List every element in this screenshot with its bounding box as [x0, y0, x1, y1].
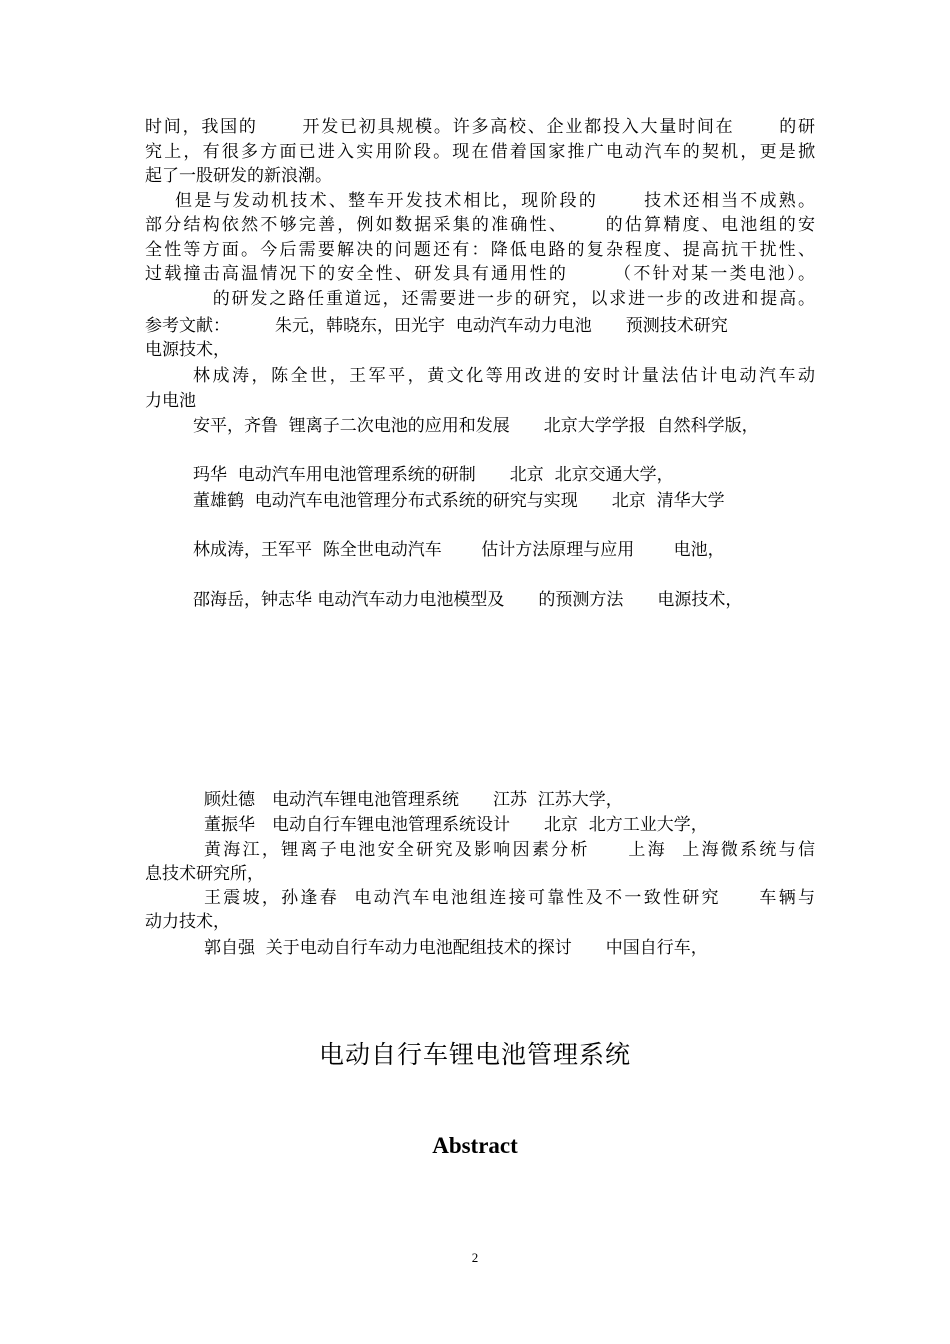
reference-6: 林成涛，王军平 陈全世电动汽车 估计方法原理与应用 电池，: [193, 540, 725, 560]
body-line-1: 时间，我国的 开发已初具规模。许多高校、企业都投入大量时间在 的研: [145, 117, 815, 137]
reference-4: 玛华 电动汽车用电池管理系统的研制 北京 北京交通大学，: [193, 465, 674, 485]
reference-3: 安平，齐鲁 锂离子二次电池的应用和发展 北京大学学报 自然科学版，: [193, 416, 759, 436]
body-line-2: 究上，有很多方面已进入实用阶段。现在借着国家推广电动汽车的契机，更是掀: [145, 142, 815, 162]
reference-1-line-2: 电源技术，: [145, 340, 230, 360]
body-line-7: 过载撞击高温情况下的安全性、研发具有通用性的 （不针对某一类电池）。: [145, 264, 815, 284]
abstract-heading: Abstract: [432, 1133, 518, 1158]
reference-9: 董振华 电动自行车锂电池管理系统设计 北京 北方工业大学，: [204, 815, 708, 835]
reference-1-line-1: 朱元，韩晓东，田光宇 电动汽车动力电池 预测技术研究: [275, 316, 728, 336]
body-line-6: 全性等方面。今后需要解决的问题还有：降低电路的复杂程度、提高抗干扰性、: [145, 240, 815, 260]
reference-11-line-1: 王震坡，孙逢春 电动汽车电池组连接可靠性及不一致性研究 车辆与: [204, 888, 815, 908]
reference-10-line-1: 黄海江，锂离子电池安全研究及影响因素分析 上海 上海微系统与信: [204, 840, 815, 860]
reference-2-line-2: 力电池: [145, 391, 196, 411]
reference-10-line-2: 息技术研究所，: [145, 864, 264, 884]
body-line-3: 起了一股研发的新浪潮。: [145, 166, 332, 186]
reference-8: 顾灶德 电动汽车锂电池管理系统 江苏 江苏大学，: [204, 790, 623, 810]
page-number: 2: [471, 1250, 479, 1265]
reference-11-line-2: 动力技术，: [145, 912, 230, 932]
body-line-8: 的研发之路任重道远，还需要进一步的研究，以求进一步的改进和提高。: [175, 289, 815, 309]
reference-5: 董雄鹤 电动汽车电池管理分布式系统的研究与实现 北京 清华大学: [193, 491, 725, 511]
document-title: 电动自行车锂电池管理系统: [318, 1040, 631, 1069]
body-line-4: 但是与发动机技术、整车开发技术相比，现阶段的 技术还相当不成熟。: [175, 191, 815, 211]
reference-7: 邵海岳，钟志华 电动汽车动力电池模型及 的预测方法 电源技术，: [193, 590, 743, 610]
body-line-5: 部分结构依然不够完善，例如数据采集的准确性、 的估算精度、电池组的安: [145, 215, 815, 235]
reference-2-line-1: 林成涛，陈全世，王军平，黄文化等用改进的安时计量法估计电动汽车动: [193, 366, 815, 386]
reference-12: 郭自强 关于电动自行车动力电池配组技术的探讨 中国自行车，: [204, 938, 708, 958]
references-heading: 参考文献：: [145, 316, 230, 336]
